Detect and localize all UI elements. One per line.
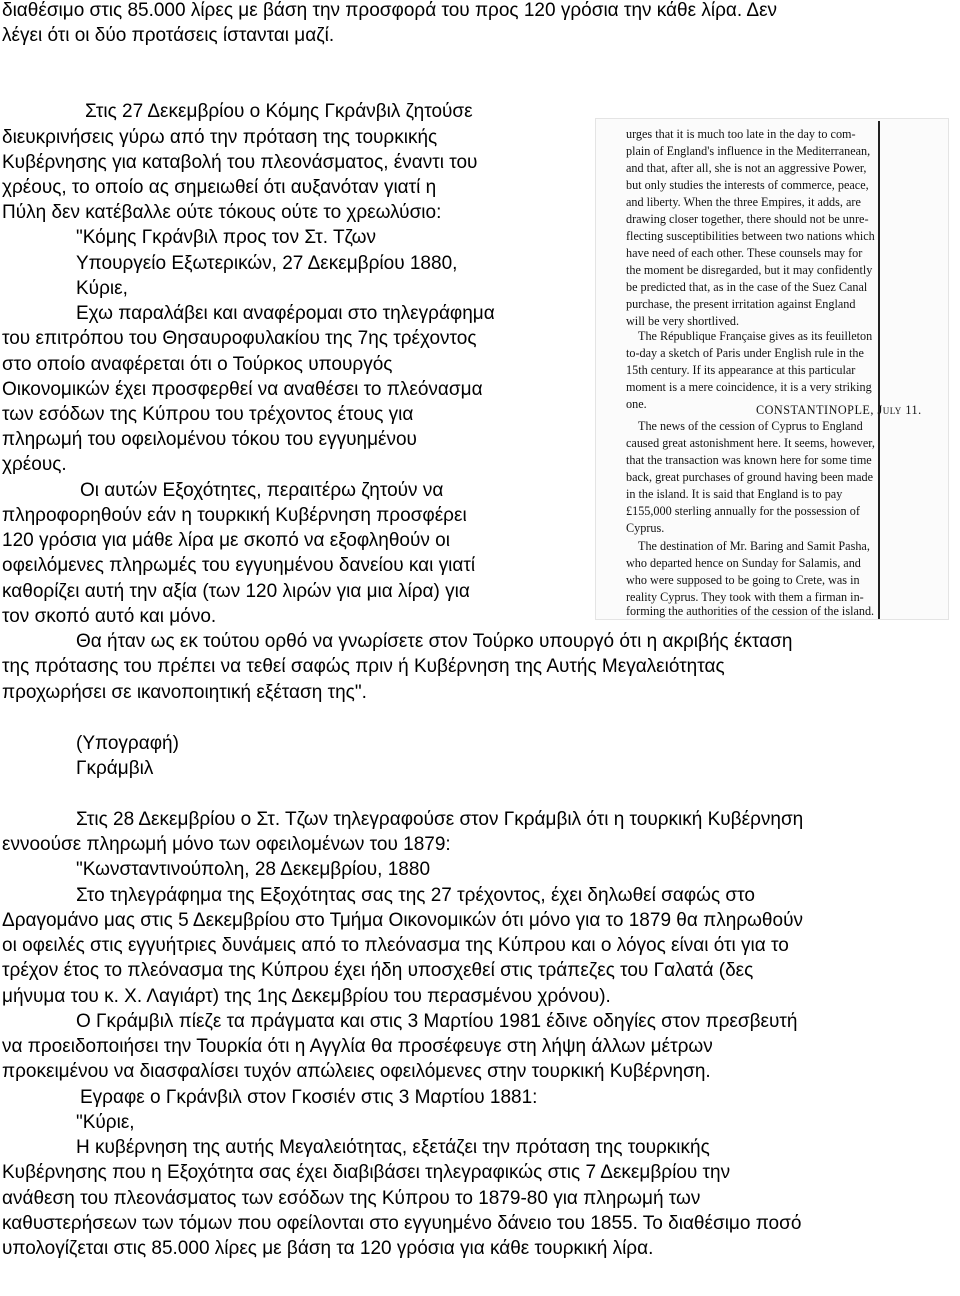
text-line: Στο τηλεγράφημα της Εξοχότητας σας της 27 τρέχοντος, έχει δηλωθεί σαφώς στο — [76, 885, 755, 906]
text-line: "Κωνσταντινούπολη, 28 Δεκεμβρίου, 1880 — [76, 859, 431, 880]
text-line: χρέους, το οποίο ας σημειωθεί ότι αυξανόταν γιατί η — [2, 177, 437, 198]
clipping-line: will be very shortlived. — [626, 314, 740, 328]
text-line: τον σκοπό αυτό και μόνο. — [2, 606, 217, 627]
text-line: Κύριε, — [76, 278, 128, 299]
newspaper-clipping — [595, 118, 949, 620]
clipping-line: who were supposed to be going to Crete, was in — [626, 573, 860, 587]
text-line: μήνυμα του κ. Χ. Λαγιάρτ) της 1ης Δεκεμβρίου του περασμένου χρόνου). — [2, 986, 611, 1007]
clipping-line: one. — [626, 397, 647, 411]
text-line: στο οποίο αναφέρεται ότι ο Τούρκος υπουργός — [2, 354, 393, 375]
text-line: των εσόδων της Κύπρου του τρέχοντος έτους για — [2, 404, 414, 425]
clipping-line: have need of each other. These counsels may for — [626, 246, 863, 260]
text-line: Εγραφε ο Γκράνβιλ στον Γκοσιέν στις 3 Μαρτίου 1881: — [80, 1087, 538, 1108]
text-line: Υπουργείο Εξωτερικών, 27 Δεκεμβρίου 1880, — [76, 253, 458, 274]
clipping-line: to-day a sketch of Paris under English rule in the — [626, 346, 864, 360]
text-line: καθυστερήσεων των τόμων που οφείλονται στο εγγυημένο δάνειο του 1855. Το διαθέσιμο ποσό — [2, 1213, 802, 1234]
clipping-line: and liberty. When the three Empires, it adds, are — [626, 195, 861, 209]
text-line: χρέους. — [2, 454, 67, 475]
clipping-line: be predicted that, as in the case of the Suez Canal — [626, 280, 868, 294]
text-line: Κυβέρνησης για καταβολή του πλεονάσματος, έναντι του — [2, 152, 478, 173]
text-line: Στις 28 Δεκεμβρίου ο Στ. Τζων τηλεγραφούσε στον Γκράμβιλ ότι η τουρκική Κυβέρνηση — [76, 809, 804, 830]
clipping-line: plain of England's influence in the Mediterranean, — [626, 144, 871, 158]
clipping-dateline: CONSTANTINOPLE, July 11. — [756, 403, 922, 417]
clipping-line: reality Cyprus. They took with them a firman in- — [626, 590, 864, 604]
text-line: Στις 27 Δεκεμβρίου ο Κόμης Γκράνβιλ ζητούσε — [85, 101, 473, 122]
text-line: να προειδοποιήσει την Τουρκία ότι η Αγγλία θα προσέφευγε στη λήψη άλλων μέτρων — [2, 1036, 713, 1057]
text-line: του επιτρόπου του Θησαυροφυλακίου της 7ης τρέχοντος — [2, 328, 477, 349]
text-line: προχωρήσει σε ικανοποιητική εξέταση της". — [2, 682, 367, 703]
clipping-line: £155,000 sterling annually for the possession of — [626, 504, 860, 518]
text-line: "Κύριε, — [76, 1112, 135, 1133]
text-line: καθορίζει αυτή την αξία (των 120 λιρών για μια λίρα) για — [2, 581, 470, 602]
text-line: της πρότασης του πρέπει να τεθεί σαφώς πριν ή Κυβέρνηση της Αυτής Μεγαλειότητας — [2, 656, 725, 677]
text-line: οφειλόμενες πληρωμές του εγγυημένου δανείου και γιατί — [2, 555, 476, 576]
text-line: Η κυβέρνηση της αυτής Μεγαλειότητας, εξετάζει την πρόταση της τουρκικής — [76, 1137, 710, 1158]
text-line: Οι αυτών Εξοχότητες, περαιτέρω ζητούν να — [80, 480, 444, 501]
clipping-line: Cyprus. — [626, 521, 665, 535]
text-line: διευκρινήσεις γύρω από την πρόταση της τουρκικής — [2, 127, 438, 148]
text-line: Οικονομικών έχει προσφερθεί να αναθέσει το πλεόνασμα — [2, 379, 483, 400]
text-line: λέγει ότι οι δύο προτάσεις ίστανται μαζί. — [2, 25, 335, 46]
clipping-line: moment is a mere coincidence, it is a very striking — [626, 380, 872, 394]
text-line: 120 γρόσια για μάθε λίρα με σκοπό να εξοφληθούν οι — [2, 530, 450, 551]
signature-name: Γκράμβιλ — [76, 758, 154, 779]
text-line: Ο Γκράμβιλ πίεζε τα πράγματα και στις 3 Μαρτίου 1981 έδινε οδηγίες στον πρεσβευτή — [76, 1011, 798, 1032]
clipping-line: back, great purchases of ground having been made — [626, 470, 874, 484]
text-line: "Κόμης Γκράνβιλ προς τον Στ. Τζων — [76, 227, 376, 248]
clipping-line: in the island. It is said that England is to pay — [626, 487, 843, 501]
text-line: Κυβέρνησης που η Εξοχότητα σας έχει διαβιβάσει τηλεγραφικώς στις 7 Δεκεμβρίου την — [2, 1162, 731, 1183]
text-line: υπολογίζεται στις 85.000 λίρες με βάση τα 120 γρόσια για κάθε τουρκική λίρα. — [2, 1238, 654, 1259]
text-line: Πύλη δεν κατέβαλλε ούτε τόκους ούτε το χρεωλύσιο: — [2, 202, 442, 223]
clipping-line: who departed hence on Sunday for Salamis, and — [626, 556, 861, 570]
clipping-line: purchase, the present irritation against England — [626, 297, 856, 311]
clipping-line: that the transaction was known here for some time — [626, 453, 872, 467]
clipping-line: caused great astonishment here. It seems, however, — [626, 436, 875, 450]
text-line: τρέχον έτος το πλεόνασμα της Κύπρου έχει ήδη υποσχεθεί στις τράπεζες του Γαλατά (δες — [2, 960, 754, 981]
clipping-line: 15th century. If its appearance at this particular — [626, 363, 856, 377]
text-line: προκειμένου να διασφαλίσει τυχόν απώλειες οφειλόμενες στην τουρκική Κυβέρνηση. — [2, 1061, 711, 1082]
text-line: Θα ήταν ως εκ τούτου ορθό να γνωρίσετε στον Τούρκο υπουργό ότι η ακριβής έκταση — [76, 631, 793, 652]
text-line: διαθέσιμο στις 85.000 λίρες με βάση την προσφορά του προς 120 γρόσια την κάθε λίρα. Δεν — [2, 0, 778, 21]
text-line: ανάθεση του πλεονάσματος των εσόδων της Κύπρου το 1879-80 για πληρωμή των — [2, 1188, 701, 1209]
clipping-line: The news of the cession of Cyprus to England — [638, 419, 863, 433]
text-line: Εχω παραλάβει και αναφέρομαι στο τηλεγράφημα — [76, 303, 495, 324]
signature-label: (Υπογραφή) — [76, 733, 179, 754]
text-line: πληρωμή του οφειλομένου τόκου του εγγυημένου — [2, 429, 417, 450]
text-line: πληροφορηθούν εάν η τουρκική Κυβέρνηση προσφέρει — [2, 505, 467, 526]
clipping-line: forming the authorities of the cession of the island. — [626, 604, 875, 618]
clipping-line: the moment be disregarded, but it may confidently — [626, 263, 873, 277]
clipping-line: drawing closer together, there should not be unre- — [626, 212, 869, 226]
clipping-line: urges that it is much too late in the day to com- — [626, 127, 856, 141]
text-line: οι οφειλές στις εγγυήτριες δυνάμεις από το πλεόνασμα της Κύπρου και ο λόγος είναι ότι για το — [2, 935, 789, 956]
clipping-line: and that, after all, she is not an aggressive Power, — [626, 161, 867, 175]
clipping-line: The destination of Mr. Baring and Samit Pasha, — [638, 539, 870, 553]
text-line: Δραγομάνο μας στις 5 Δεκεμβρίου στο Τμήμα Οικονομικών ότι μόνο για το 1879 θα πληρωθούν — [2, 910, 803, 931]
text-line: εννοούσε πληρωμή μόνο των οφειλομένων του 1879: — [2, 834, 451, 855]
clipping-line: but only studies the interests of commerce, peace, — [626, 178, 869, 192]
clipping-line: The République Française gives as its feuilleton — [638, 329, 873, 343]
clipping-line: flecting susceptibilities between two nations which — [626, 229, 875, 243]
column-rule — [878, 121, 880, 620]
